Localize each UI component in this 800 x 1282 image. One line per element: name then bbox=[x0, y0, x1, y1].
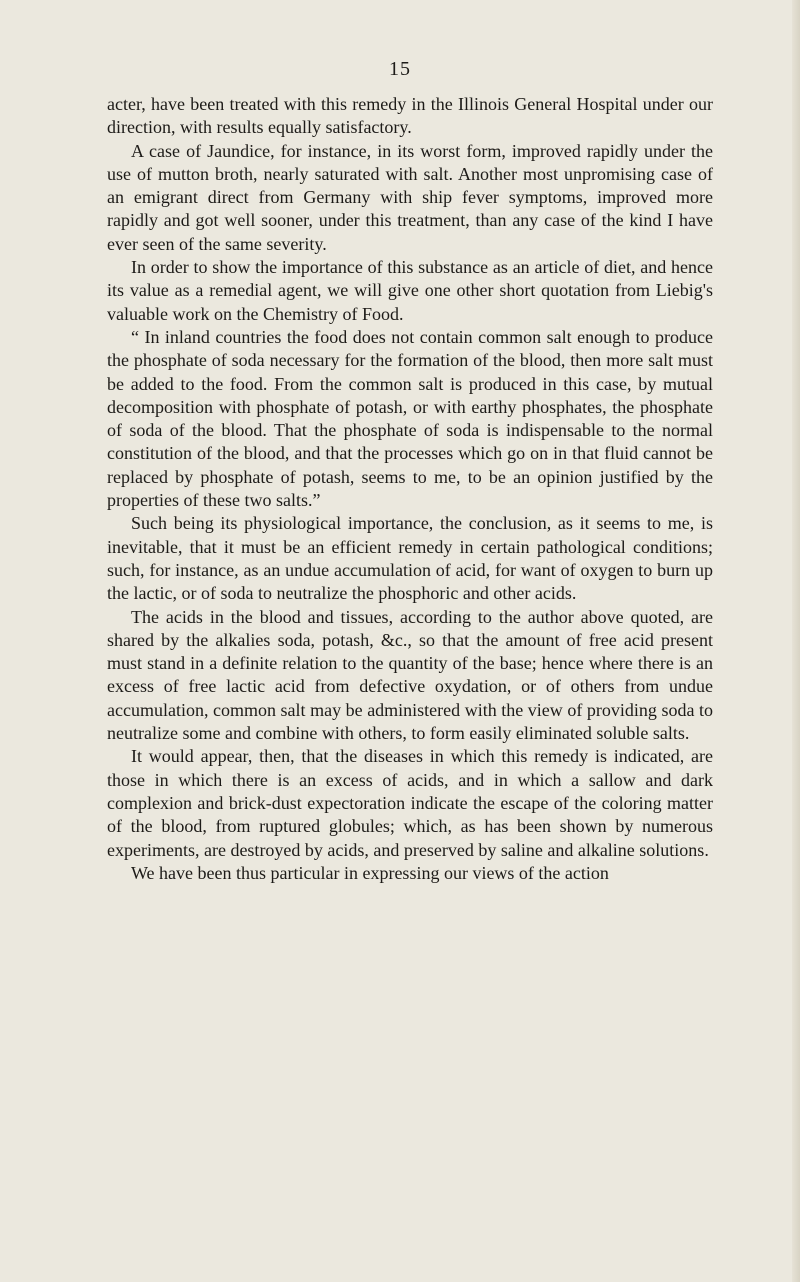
paragraph-3: In order to show the importance of this substance as an article of diet, and hence its value as a remedial agent, we will give one other short quotation from Liebig's valuable work on the Chemistry of Food. bbox=[107, 257, 713, 324]
page-edge bbox=[792, 0, 800, 1282]
paragraph-8: We have been thus particular in expressing our views of the action bbox=[131, 862, 609, 883]
paragraph-7: It would appear, then, that the diseases in which this remedy is indicated, are those in which there is an excess of acids, and in which a sallow and dark complexion and brick-dust expectoration indicate the escape of the coloring matter of the blood, from ruptured globules; which, as has been shown by numerous experiments, are destroyed by acids, and preserved by saline and alkaline solutions. bbox=[107, 746, 713, 860]
page-number: 15 bbox=[389, 58, 411, 80]
paragraph-4: “ In inland countries the food does not contain common salt enough to produce the phosphate of soda necessary for the formation of the blood, then more salt must be added to the food. From the common salt is produced in this case, by mutual decomposition with phosphate of potash, or with earthy phosphates, the phosphate of soda of the blood. That the phosphate of soda is indispensable to the normal constitution of the blood, and that the processes which go on in that fluid cannot be replaced by phosphate of potash, seems to me, to be an opinion justified by the properties of these two salts.” bbox=[107, 326, 713, 511]
body-text bbox=[107, 93, 713, 885]
paragraph-1: acter, have been treated with this remedy in the Illinois General Hospital under our direction, with results equally satisfactory. bbox=[107, 94, 713, 138]
paragraph-6: The acids in the blood and tissues, according to the author above quoted, are shared by the alkalies soda, potash, &c., so that the amount of free acid present must stand in a definite relation to the quantity of the base; hence where there is an excess of free lactic acid from defective oxydation, or of others from undue accumulation, common salt may be administered with the view of providing soda to neutralize some and combine with others, to form easily eliminated soluble salts. bbox=[107, 606, 713, 744]
paragraph-2: A case of Jaundice, for instance, in its worst form, improved rapidly under the use of mutton broth, nearly saturated with salt. Another most unpromising case of an emigrant direct from Germany with ship fever symptoms, improved more rapidly and got well sooner, under this treatment, than any case of the kind I have ever seen of the same severity. bbox=[107, 140, 713, 254]
paragraph-5: Such being its physiological importance, the conclusion, as it seems to me, is inevitable, that it must be an efficient remedy in certain pathological conditions; such, for instance, as an undue accumulation of acid, for want of oxygen to burn up the lactic, or of soda to neutralize the phosphoric and other acids. bbox=[107, 513, 713, 604]
